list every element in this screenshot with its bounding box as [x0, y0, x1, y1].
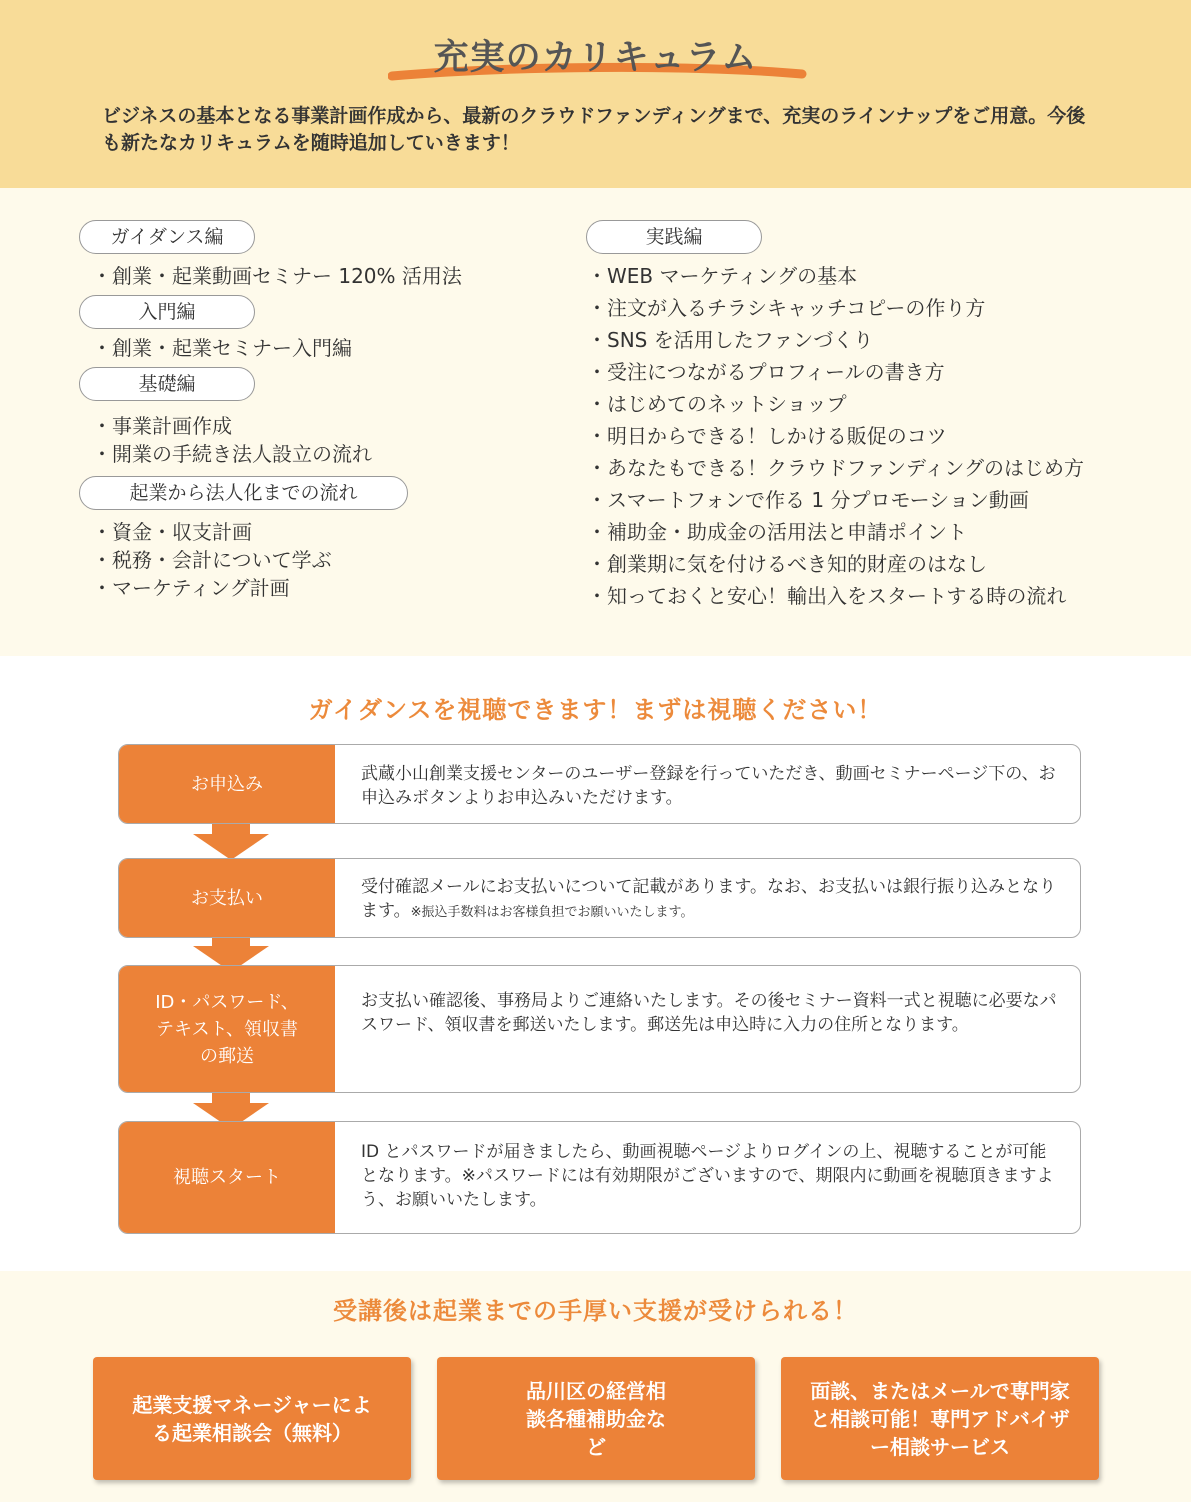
support-card-text: 面談、またはメールで専門家と相談可能！専門アドバイザー相談サービス [810, 1378, 1070, 1459]
curriculum-item: ・マーケティング計画 [92, 576, 290, 600]
curriculum-item: ・補助金・助成金の活用法と申請ポイント [587, 520, 967, 544]
flow-step [118, 858, 1081, 938]
curriculum-item: ・受注につながるプロフィールの書き方 [587, 360, 945, 384]
curriculum-item: ・あなたもできる！クラウドファンディングのはじめ方 [587, 456, 1084, 480]
flow-title: ガイダンスを視聴できます！まずは視聴ください！ [308, 696, 883, 724]
curriculum-item: ・資金・収支計画 [92, 520, 252, 544]
support-card [781, 1357, 1099, 1480]
support-card [93, 1357, 411, 1480]
step-text: お支払い確認後、事務局よりご連絡いたします。その後セミナー資料一式と視聴に必要なパスワード、領収書を郵送いたします。郵送先は申込時に入力の住所となります。 [361, 991, 1057, 1035]
support-title: 受講後は起業までの手厚い支援が受けられる！ [333, 1297, 858, 1325]
hero-lead [102, 103, 1102, 157]
pill-incorporation: 起業から法人化までの流れ [79, 476, 408, 510]
flow-step [118, 1121, 1081, 1234]
curriculum-item: ・創業・起業セミナー入門編 [92, 336, 352, 360]
step-text-main: 受付確認メールにお支払いについて記載があります。なお、お支払いは銀行振り込みとなります。 [361, 877, 1056, 921]
flow-step [118, 744, 1081, 824]
pill-intro: 入門編 [79, 295, 255, 329]
curriculum-item: ・WEB マーケティングの基本 [587, 264, 858, 288]
curriculum-item: ・注文が入るチラシキャッチコピーの作り方 [587, 296, 986, 320]
curriculum-item: ・スマートフォンで作る 1 分プロモーション動画 [587, 488, 1029, 512]
curriculum-item: ・事業計画作成 [92, 414, 232, 438]
hero-lead-line1: ビジネスの基本となる事業計画作成から、最新のクラウドファンディングまで、充実のラインナップをご用意。今後も新たなカリキュラムを随時追加していきます！ [102, 105, 1086, 154]
flow-step [118, 965, 1081, 1093]
support-card-text: 品川区の経営相談各種補助金など [526, 1378, 666, 1459]
pill-basic: 基礎編 [79, 367, 255, 401]
step-label: 視聴スタート [119, 1122, 335, 1233]
pill-guidance: ガイダンス編 [79, 220, 255, 254]
curriculum-item: ・明日からできる！しかける販促のコツ [587, 424, 947, 448]
pill-practice: 実践編 [586, 220, 762, 254]
page-title: 充実のカリキュラム [433, 38, 758, 78]
curriculum-item: ・税務・会計について学ぶ [92, 548, 332, 572]
curriculum-item: ・はじめてのネットショップ [587, 392, 847, 416]
curriculum-item: ・創業・起業動画セミナー 120% 活用法 [92, 264, 462, 288]
step-label: お支払い [119, 859, 335, 937]
hero-section [0, 0, 1191, 188]
curriculum-item: ・SNS を活用したファンづくり [587, 328, 874, 352]
support-card-text: 起業支援マネージャーによる起業相談会（無料） [132, 1392, 372, 1445]
step-text: 武蔵小山創業支援センターのユーザー登録を行っていただき、動画セミナーページ下の、お申込みボタンよりお申込みいただけます。 [361, 764, 1056, 808]
step-text [361, 875, 1061, 925]
step-text: ID とパスワードが届きましたら、動画視聴ページよりログインの上、視聴することが可能となります。※パスワードには有効期限がございますので、期限内に動画を視聴頂きますよう、お願いいたします。 [361, 1142, 1054, 1210]
step-label: ID・パスワード、テキスト、領収書の郵送 [119, 966, 335, 1092]
flow-arrow [193, 834, 269, 860]
curriculum-item: ・知っておくと安心！輸出入をスタートする時の流れ [587, 584, 1067, 608]
curriculum-item: ・創業期に気を付けるべき知的財産のはなし [587, 552, 987, 576]
support-card [437, 1357, 755, 1480]
curriculum-item: ・開業の手続き法人設立の流れ [92, 442, 372, 466]
step-note: ※振込手数料はお客様負担でお願いいたします。 [410, 905, 694, 920]
step-label: お申込み [119, 745, 335, 823]
